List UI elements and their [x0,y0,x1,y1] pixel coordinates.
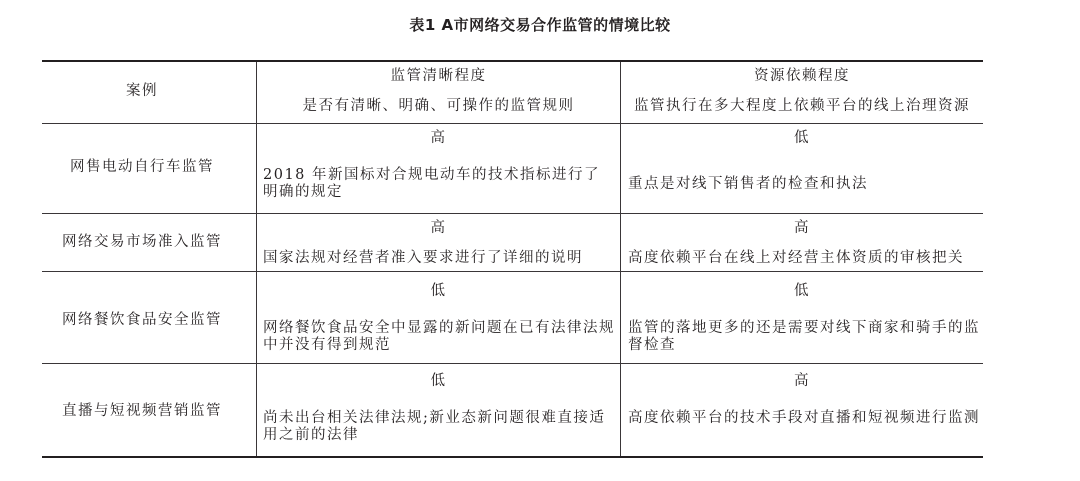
column-divider [256,62,257,456]
column-divider [620,62,621,456]
row-divider [42,123,983,124]
row-case: 网络餐饮食品安全监管 [62,312,222,328]
header-regulation-clarity: 监管清晰程度 [390,68,487,84]
dependence-level: 低 [794,130,810,146]
row-divider [42,213,983,214]
dependence-level: 高 [794,220,810,236]
dependence-level: 低 [794,283,810,299]
bottom-rule [42,456,983,458]
top-rule [42,60,983,62]
dependence-description: 高度依赖平台的技术手段对直播和短视频进行监测 [628,410,980,426]
clarity-description: 2018 年新国标对合规电动车的技术指标进行了明确的规定 [263,167,601,200]
header-case: 案例 [126,83,158,99]
clarity-description: 尚未出台相关法律法规;新业态新问题很难直接适用之前的法律 [263,410,606,443]
header-resource-dependence-desc: 监管执行在多大程度上依赖平台的线上治理资源 [634,98,970,114]
header-regulation-clarity-desc: 是否有清晰、明确、可操作的监管规则 [302,98,575,114]
row-divider [42,363,983,364]
clarity-level: 低 [430,373,447,389]
row-case: 直播与短视频营销监管 [62,403,222,419]
clarity-level: 高 [430,130,447,146]
header-resource-dependence: 资源依赖程度 [754,68,850,84]
dependence-description: 高度依赖平台在线上对经营主体资质的审核把关 [628,250,964,266]
table-title: 表1 A市网络交易合作监管的情境比较 [409,16,671,34]
clarity-level: 低 [430,283,447,299]
clarity-level: 高 [430,220,447,236]
clarity-description: 国家法规对经营者准入要求进行了详细的说明 [263,250,583,266]
clarity-description: 网络餐饮食品安全中显露的新问题在已有法律法规中并没有得到规范 [263,320,615,353]
dependence-description: 监管的落地更多的还是需要对线下商家和骑手的监督检查 [628,320,980,353]
row-case: 网售电动自行车监管 [70,159,214,175]
dependence-description: 重点是对线下销售者的检查和执法 [628,176,868,192]
row-case: 网络交易市场准入监管 [62,234,222,250]
row-divider [42,271,983,272]
dependence-level: 高 [794,373,810,389]
